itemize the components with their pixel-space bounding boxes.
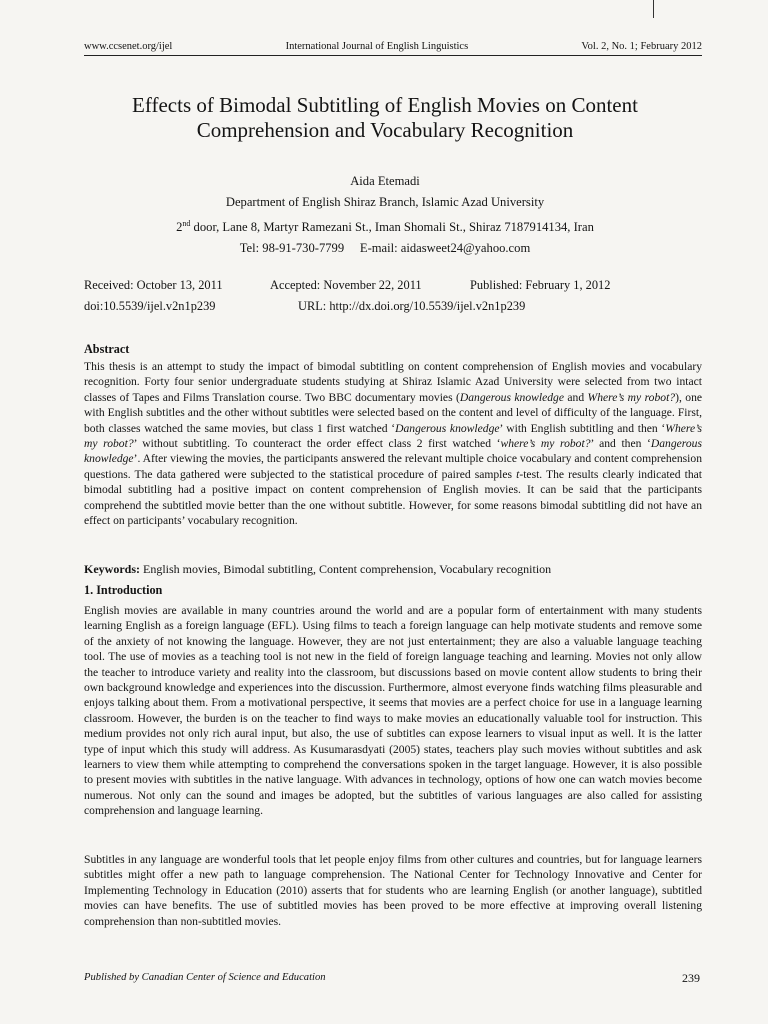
abstract-body: This thesis is an attempt to study the impact of bimodal subtitling on content comprehension of English movies and vocabulary recognition. Forty four senior undergraduate students studying at Shiraz Islamic Azad University were selected from two intact classes of Tapes and Films Translation course. Two BBC documentary movies (Dangerous knowledge and Where’s my robot?), one with English subtitles and the other without subtitles were selected based on the content and level of difficulty of the language. First, both classes watched the same movies, but class 1 first watched ‘Dangerous knowledge’ with English subtitling and then ‘Where’s my robot?’ without subtitling. To counteract the order effect class 2 first watched ‘where’s my robot?’ and then ‘Dangerous knowledge’. After viewing the movies, the participants answered the relevant multiple choice vocabulary and content comprehension questions. The data gathered were subjected to the statistical procedure of paired samples t-test. The results clearly indicated that bimodal subtitling had a positive impact on content comprehension of English movies. It can be said that the participants comprehend the subtitled movie better than the one without subtitle. However, for some reasons bimodal subtitling did not have an effect on participants’ vocabulary recognition. [84,360,703,528]
author-name: Aida Etemadi [350,174,420,188]
publisher-footer: Published by Canadian Center of Science and Education [84,972,326,983]
scan-artifact [653,0,654,18]
running-header [84,41,702,52]
author-contact: Tel: 98-91-730-7799 E-mail: aidasweet24@yahoo.com [239,241,531,256]
journal-name: International Journal of English Linguistics [285,41,469,52]
journal-url[interactable]: www.ccsenet.org/ijel [84,41,173,52]
introduction-paragraph-2: Subtitles in any language are wonderful tools that let people enjoy films from other cultures and countries, but for language learners subtitles might offer a new path to language comprehension. The National Center for Technology Innovative and Center for Implementing Technology in Education (2010) asserts that for students who are learning English (or another language), subtitled movies can have benefits. The use of subtitled movies has been proved to be more effective at improving overall listening comprehension than non-subtitled movies. [84,853,702,928]
author-block [100,171,670,259]
title-line-1: Effects of Bimodal Subtitling of English Movies on Content [132,93,638,117]
introduction-heading: 1. Introduction [84,583,163,597]
introduction-paragraph-1: English movies are available in many countries around the world and are a popular form of entertainment with many students learning English as a foreign language (EFL). Using films to teach a foreign language can help motivate students and remove some of the anxiety of not knowing the language. However, they are not just entertainment; they are also a valuable language teaching tool. The use of movies as a teaching tool is not new in the field of foreign language teaching and learning. Movies not only allow the teacher to introduce variety and reality into the classroom, but discussions based on movie content allow students to bring their own background knowledge and experiences into the discussion. Furthermore, almost everyone finds watching films pleasurable and enjoys talking about them. From a motivational perspective, it seems that movies are a perfect choice for use in a language learning classroom. However, the burden is on the teacher to find ways to make movies an educationally valuable tool for instruction. This medium provides not only rich aural input, but also, the use of subtitles can expose learners to visual input as well. It is the latter type of input which this study will address. As Kusumarasdyati (2005) states, teachers play such movies without subtitles and ask learners to view them while attempting to comprehend the conversations spoken in the target language. However, it is also possible to present movies with subtitles in the native language. With advances in technology, options of how one can watch movies become numerous. Not only can the sound and images be adopted, but the subtitles of various languages are also called for assisting comprehension and language learning. [84,604,702,818]
doi[interactable]: doi:10.5539/ijel.v2n1p239 [84,299,216,313]
paper-title [90,93,680,143]
received-date: Received: October 13, 2011 [84,278,223,292]
issue-info: Vol. 2, No. 1; February 2012 [581,41,702,52]
keywords: Keywords: English movies, Bimodal subtitling, Content comprehension, Vocabulary recognition [84,562,552,576]
page-number: 239 [682,971,700,985]
author-address: 2nd door, Lane 8, Martyr Ramezani St., Iman Shomali St., Shiraz 7187914134, Iran [176,219,594,235]
author-department: Department of English Shiraz Branch, Islamic Azad University [225,195,545,209]
title-line-2: Comprehension and Vocabulary Recognition [196,118,574,142]
published-date: Published: February 1, 2012 [470,278,611,292]
accepted-date: Accepted: November 22, 2011 [270,278,422,292]
abstract-heading: Abstract [84,342,130,356]
doi-url[interactable]: URL: http://dx.doi.org/10.5539/ijel.v2n1p239 [298,299,526,313]
header-rule [84,55,702,56]
